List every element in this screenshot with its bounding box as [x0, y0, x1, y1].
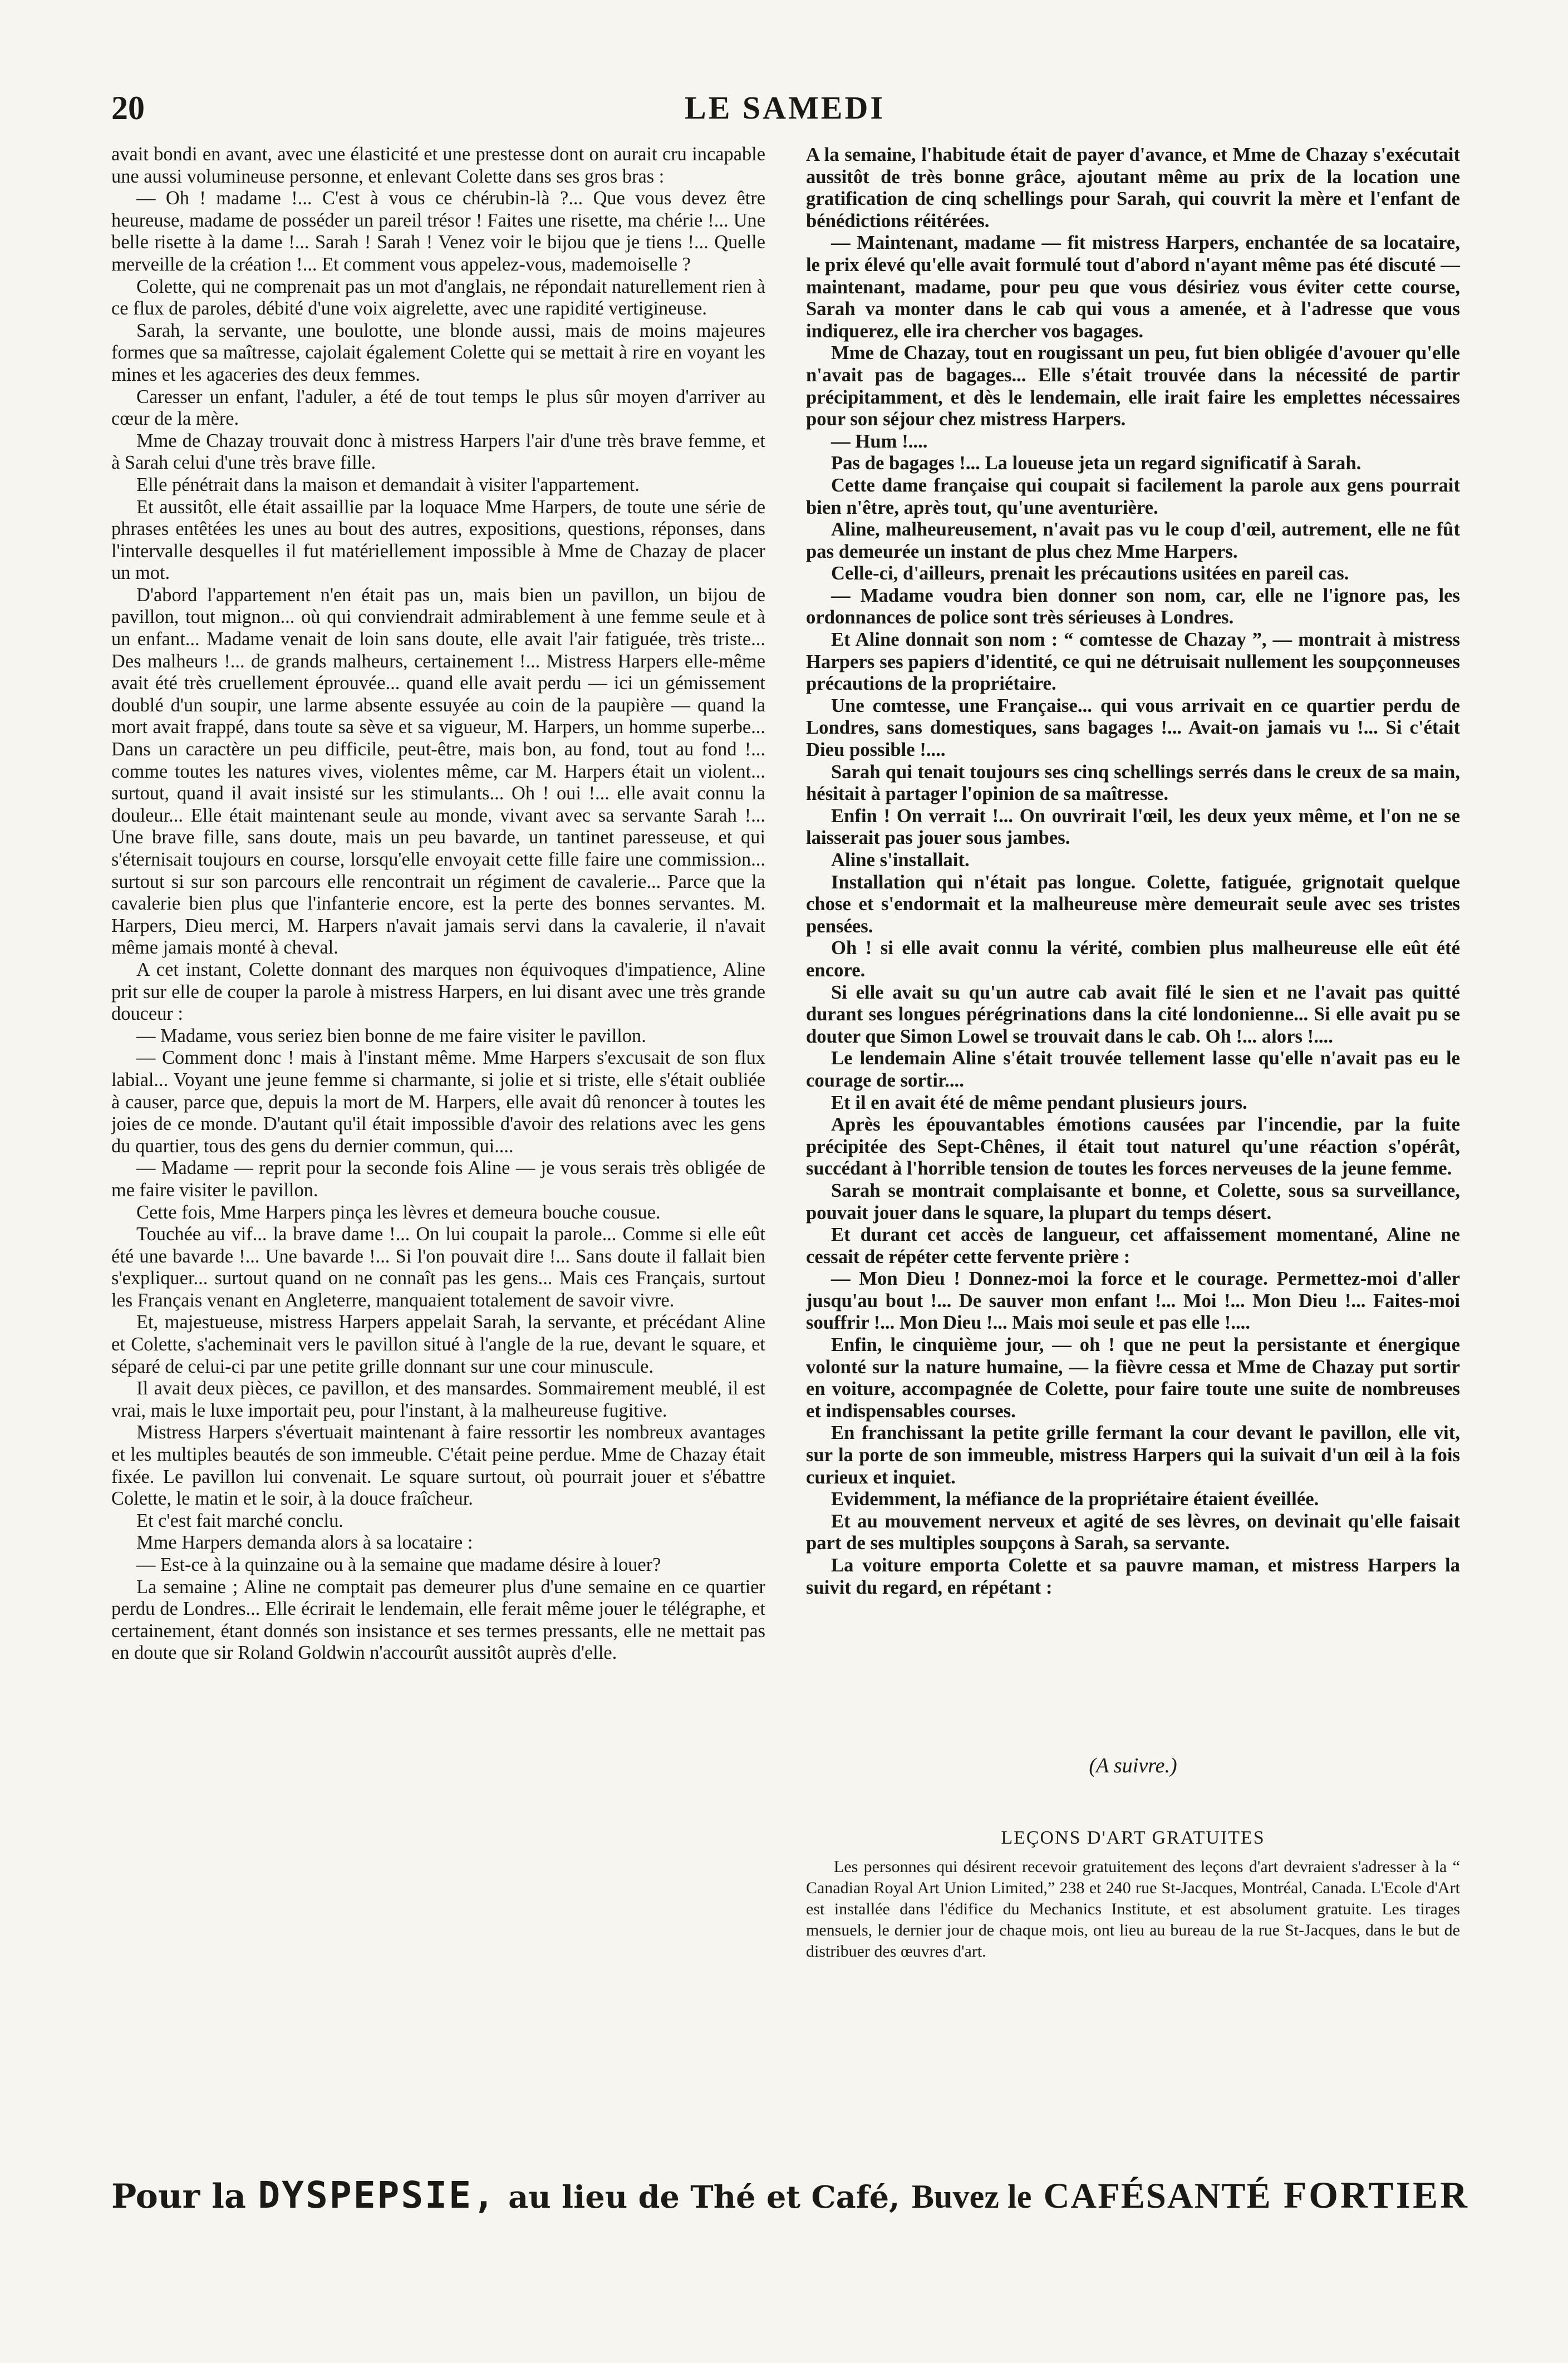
paragraph: Mme de Chazay, tout en rougissant un peu, fut bien obligée d'avouer qu'elle n'avait pas de bagages... Elle s'était trouvée dans la nécessité de partir précipitamment, et dès le lendemain, elle irait faire les emplettes nécessaires pour son séjour chez mistress Harpers. — [806, 342, 1460, 430]
paragraph: Caresser un enfant, l'aduler, a été de tout temps le plus sûr moyen d'arriver au cœur de la mère. — [111, 386, 765, 430]
advertisement-banner — [111, 2174, 1469, 2246]
paragraph: Colette, qui ne comprenait pas un mot d'anglais, ne répondait naturellement rien à ce flux de paroles, débité d'une voix aigrelette, avec une rapidité vertigineuse. — [111, 276, 765, 320]
paragraph: La semaine ; Aline ne comptait pas demeurer plus d'une semaine en ce quartier perdu de Londres... Elle écrirait le lendemain, elle ferait même jouer le télégraphe, et certainement, étant donnés son insistance et ses termes pressants, elle ne mettait pas en doute que sir Roland Goldwin n'accourût aussitôt auprès d'elle. — [111, 1576, 765, 1664]
paragraph: Mme de Chazay trouvait donc à mistress Harpers l'air d'une très brave femme, et à Sarah celui d'une très brave fille. — [111, 430, 765, 474]
paragraph: — Madame voudra bien donner son nom, car, elle ne l'ignore pas, les ordonnances de police sont très sérieuses à Londres. — [806, 584, 1460, 628]
paragraph: Et Aline donnait son nom : “ comtesse de Chazay ”, — montrait à mistress Harpers ses papiers d'identité, ce qui ne détruisait nullement les soupçonneuses précautions de la propriétaire. — [806, 628, 1460, 695]
paragraph: Le lendemain Aline s'était trouvée tellement lasse qu'elle n'avait pas eu le courage de sortir.... — [806, 1047, 1460, 1091]
paragraph: Et il en avait été de même pendant plusieurs jours. — [831, 1091, 1247, 1113]
notice-title: LEÇONS D'ART GRATUITES — [1001, 1827, 1265, 1848]
paragraph: A cet instant, Colette donnant des marques non équivoques d'impatience, Aline prit sur elle de couper la parole à mistress Harpers, en lui disant avec une très grande douceur : — [111, 959, 765, 1025]
paragraph: Et aussitôt, elle était assaillie par la loquace Mme Harpers, de toute une série de phrases entêtées les unes au bout des autres, expositions, questions, réponses, dans l'intervalle desquelles il fut matériellement impossible à Mme de Chazay de placer un mot. — [111, 496, 765, 584]
paragraph: Touchée au vif... la brave dame !... On lui coupait la parole... Comme si elle eût été une bavarde !... Une bavarde !... Si l'on pouvait dire !... Sans doute il fallait bien s'expliquer... surtout quand on ne connaît pas les gens... Mais ces Français, surtout les Français venant en Angleterre, manquaient totalement de savoir vivre. — [111, 1224, 765, 1311]
paragraph: — Maintenant, madame — fit mistress Harpers, enchantée de sa locataire, le prix élevé qu'elle avait formulé tout d'abord n'ayant même pas été discuté — maintenant, madame, pour peu que vous désiriez vous éviter cette course, Sarah va monter dans le cab qui vous a amenée, et à l'adresse que vous indiquerez, elle ira chercher vos bagages. — [806, 232, 1460, 342]
ad-pour-la: Pour la — [111, 2177, 246, 2216]
left-column — [111, 144, 765, 2161]
page-header — [111, 89, 1458, 139]
paragraph: Pas de bagages !... La loueuse jeta un regard significatif à Sarah. — [831, 452, 1361, 474]
paragraph: Mme Harpers demanda alors à sa locataire : — [136, 1532, 473, 1554]
paragraph: Enfin, le cinquième jour, — oh ! que ne peut la persistante et énergique volonté sur la nature humaine, — la fièvre cessa et Mme de Chazay put sortir en voiture, accompagnée de Colette, pour faire toute une suite de nombreuses et indispensables courses. — [806, 1334, 1460, 1422]
paragraph: Il avait deux pièces, ce pavillon, et des mansardes. Sommairement meublé, il est vrai, mais le luxe importait peu, pour l'instant, à la malheureuse fugitive. — [111, 1378, 765, 1421]
paragraph: Sarah qui tenait toujours ses cinq schellings serrés dans le creux de sa main, hésitait à partager l'opinion de sa maîtresse. — [806, 760, 1460, 805]
paragraph: Et c'est fait marché conclu. — [136, 1510, 343, 1531]
paragraph: — Est-ce à la quinzaine ou à la semaine que madame désire à louer? — [136, 1554, 661, 1575]
paragraph: Celle-ci, d'ailleurs, prenait les précautions usitées en pareil cas. — [831, 562, 1349, 584]
to-be-continued: (A suivre.) — [1089, 1754, 1177, 1777]
paragraph: — Mon Dieu ! Donnez-moi la force et le courage. Permettez-moi d'aller jusqu'au bout !... De sauver mon enfant !... Moi !... Mon Dieu !... Faites-moi souffrir !... Mon Dieu !... Mais moi seule et pas elle !.... — [806, 1268, 1460, 1334]
journal-title: LE SAMEDI — [685, 90, 885, 126]
paragraph: Aline s'installait. — [831, 849, 970, 871]
paragraph: Evidemment, la méfiance de la propriétaire étaient éveillée. — [831, 1488, 1319, 1510]
paragraph: — Madame, vous seriez bien bonne de me faire visiter le pavillon. — [136, 1025, 646, 1047]
ad-fortier: FORTIER — [1283, 2174, 1469, 2216]
paragraph: Cette fois, Mme Harpers pinça les lèvres et demeura bouche cousue. — [136, 1201, 661, 1223]
paragraph: Enfin ! On verrait !... On ouvrirait l'œil, les deux yeux même, et l'on ne se laisserait pas jouer sous jambes. — [806, 804, 1460, 849]
paragraph: Si elle avait su qu'un autre cab avait filé le sien et ne l'avait pas quitté durant ses longues pérégrinations dans la cité londonienne... Si elle avait pu se douter que Simon Lowel se trouvait dans le cab. Oh !... alors !.... — [806, 981, 1460, 1047]
paragraph: Oh ! si elle avait connu la vérité, combien plus malheureuse elle eût été encore. — [806, 937, 1460, 981]
paragraph: — Oh ! madame !... C'est à vous ce chérubin-là ?... Que vous devez être heureuse, madame de posséder un pareil trésor ! Faites une risette, ma chérie !... Une belle risette à la dame !... Sarah ! Sarah ! Venez voir le bijou que je tiens !... Quelle merveille de la création !... Et comment vous appelez-vous, mademoiselle ? — [111, 188, 765, 275]
notice-text: Les personnes qui désirent recevoir gratuitement des leçons d'art devraient s'adresser à la “ Canadian Royal Art Union Limited,” 238 et 240 rue St-Jacques, Montréal, Canada. L'Ecole d'Art est installée dans l'édifice du Mechanics Institute, et est absolument gratuite. Les tirages mensuels, le dernier jour de chaque mois, ont lieu au bureau de la rue St-Jacques, dans le but de distribuer des œuvres d'art. — [806, 1858, 1460, 1961]
ad-au-lieu: au lieu de Thé et Café, — [508, 2179, 900, 2215]
ad-cafesante: CAFÉSANTÉ — [1043, 2175, 1272, 2215]
paragraph: — Comment donc ! mais à l'instant même. Mme Harpers s'excusait de son flux labial... Voyant une jeune femme si charmante, si jolie et si triste, elle s'était oubliée à causer, parce que, depuis la mort de M. Harpers, elle avait dû renoncer à toutes les joies de ce monde. D'autant qu'il était impossible d'avoir des relations avec les gens du quartier, tous des gens du dernier commun, qui.... — [111, 1047, 765, 1157]
paragraph: Aline, malheureusement, n'avait pas vu le coup d'œil, autrement, elle ne fût pas demeurée un instant de plus chez Mme Harpers. — [806, 518, 1460, 562]
paragraph: La voiture emporta Colette et sa pauvre maman, et mistress Harpers la suivit du regard, en répétant : — [806, 1554, 1460, 1598]
paragraph: Cette dame française qui coupait si facilement la parole aux gens pourrait bien n'être, après tout, qu'une aventurière. — [806, 474, 1460, 518]
ad-buvez-le: Buvez le — [911, 2178, 1032, 2215]
paragraph: Et, majestueuse, mistress Harpers appelait Sarah, la servante, et précédant Aline et Colette, s'acheminait vers le pavillon situé à l'angle de la rue, devant le square, et séparé de celui-ci par une petite grille donnant sur une cour minuscule. — [111, 1311, 765, 1377]
paragraph: Sarah se montrait complaisante et bonne, et Colette, sous sa surveillance, pouvait jouer dans le square, la plupart du temps désert. — [806, 1179, 1460, 1224]
right-column — [806, 144, 1460, 1598]
paragraph: D'abord l'appartement n'en était pas un, mais bien un pavillon, un bijou de pavillon, tout mignon... où qui conviendrait admirablement à une femme seule et à un enfant... Madame venait de loin sans doute, elle avait l'air fatiguée, très triste... Des malheurs !... de grands malheurs, certainement !... Mistress Harpers elle-même avait été très cruellement éprouvée... quand elle avait perdu — ici un gémissement doublé d'un soupir, une larme absente essuyée au coin de la paupière — quand la mort avait frappé, dans toute sa sève et sa vigueur, M. Harpers, un homme superbe... Dans un caractère un peu difficile, peut-être, mais bon, au fond, tout au fond !... comme toutes les natures vives, violentes même, car M. Harpers était un violent... surtout, quand il avait insisté sur les stimulants... Oh ! oui !... elle avait connu la douleur... Elle était maintenant seule au monde, vivant avec sa servante Sarah !... Une brave fille, sans doute, mais un peu bavarde, un tantinet paresseuse, et qui s'éternisait toujours en course, lorsqu'elle envoyait cette fille faire une commission... surtout si sur son parcours elle rencontrait un régiment de cavalerie... Parce que la cavalerie bien plus que l'infanterie encore, est la perte des bonnes servantes. M. Harpers, Dieu merci, M. Harpers n'avait jamais servi dans la cavalerie, il n'avait même jamais monté à cheval. — [111, 584, 765, 959]
notice-text-block — [806, 1856, 1460, 1962]
paragraph: A la semaine, l'habitude était de payer d'avance, et Mme de Chazay s'exécutait aussitôt de très bonne grâce, ajoutant même au prix de la location une gratification de cinq schellings pour Sarah, qui couvrit la mère et l'enfant de bénédictions réitérées. — [806, 144, 1460, 232]
paragraph: Et durant cet accès de langueur, cet affaissement momentané, Aline ne cessait de répéter cette fervente prière : — [806, 1224, 1460, 1268]
paragraph: Sarah, la servante, une boulotte, une blonde aussi, mais de moins majeures formes que sa maîtresse, cajolait également Colette qui se mettait à rire en voyant les mines et les agaceries des deux femmes. — [111, 320, 765, 385]
paragraph: Et au mouvement nerveux et agité de ses lèvres, on devinait qu'elle faisait part de ses multiples soupçons à Sarah, sa servante. — [806, 1510, 1460, 1554]
paragraph: Une comtesse, une Française... qui vous arrivait en ce quartier perdu de Londres, sans domestiques, sans bagages !... Avait-on jamais vu !... Si c'était Dieu possible !.... — [806, 694, 1460, 761]
paragraph: — Madame — reprit pour la seconde fois Aline — je vous serais très obligée de me faire visiter le pavillon. — [111, 1157, 765, 1201]
paragraph: Installation qui n'était pas longue. Colette, fatiguée, grignotait quelque chose et s'endormait et la malheureuse mère demeurait seule avec ses tristes pensées. — [806, 871, 1460, 937]
paragraph: — Hum !.... — [831, 430, 928, 452]
paragraph: Mistress Harpers s'évertuait maintenant à faire ressortir les nombreux avantages et les multiples beautés de son immeuble. C'était peine perdue. Mme de Chazay était fixée. Le pavillon lui convenait. Le square surtout, où pourrait jouer et s'ébattre Colette, le matin et le soir, à la douce fraîcheur. — [111, 1422, 765, 1510]
page-number: 20 — [111, 90, 145, 126]
paragraph: Elle pénétrait dans la maison et demandait à visiter l'appartement. — [136, 474, 640, 495]
paragraph: avait bondi en avant, avec une élasticité et une prestesse dont on aurait cru incapable une aussi volumineuse personne, et enlevant Colette dans ses gros bras : — [111, 144, 765, 187]
paragraph: Après les épouvantables émotions causées par l'incendie, par la fuite précipitée des Sept-Chênes, il était tout naturel qu'une réaction s'opérât, succédant à l'horrible tension de toutes les forces nerveuses de la jeune femme. — [806, 1113, 1460, 1180]
paragraph: En franchissant la petite grille fermant la cour devant le pavillon, elle vit, sur la porte de son immeuble, mistress Harpers qui la suivait d'un œil à la fois curieux et inquiet. — [806, 1422, 1460, 1488]
ad-dyspepsie: DYSPEPSIE, — [258, 2174, 497, 2217]
